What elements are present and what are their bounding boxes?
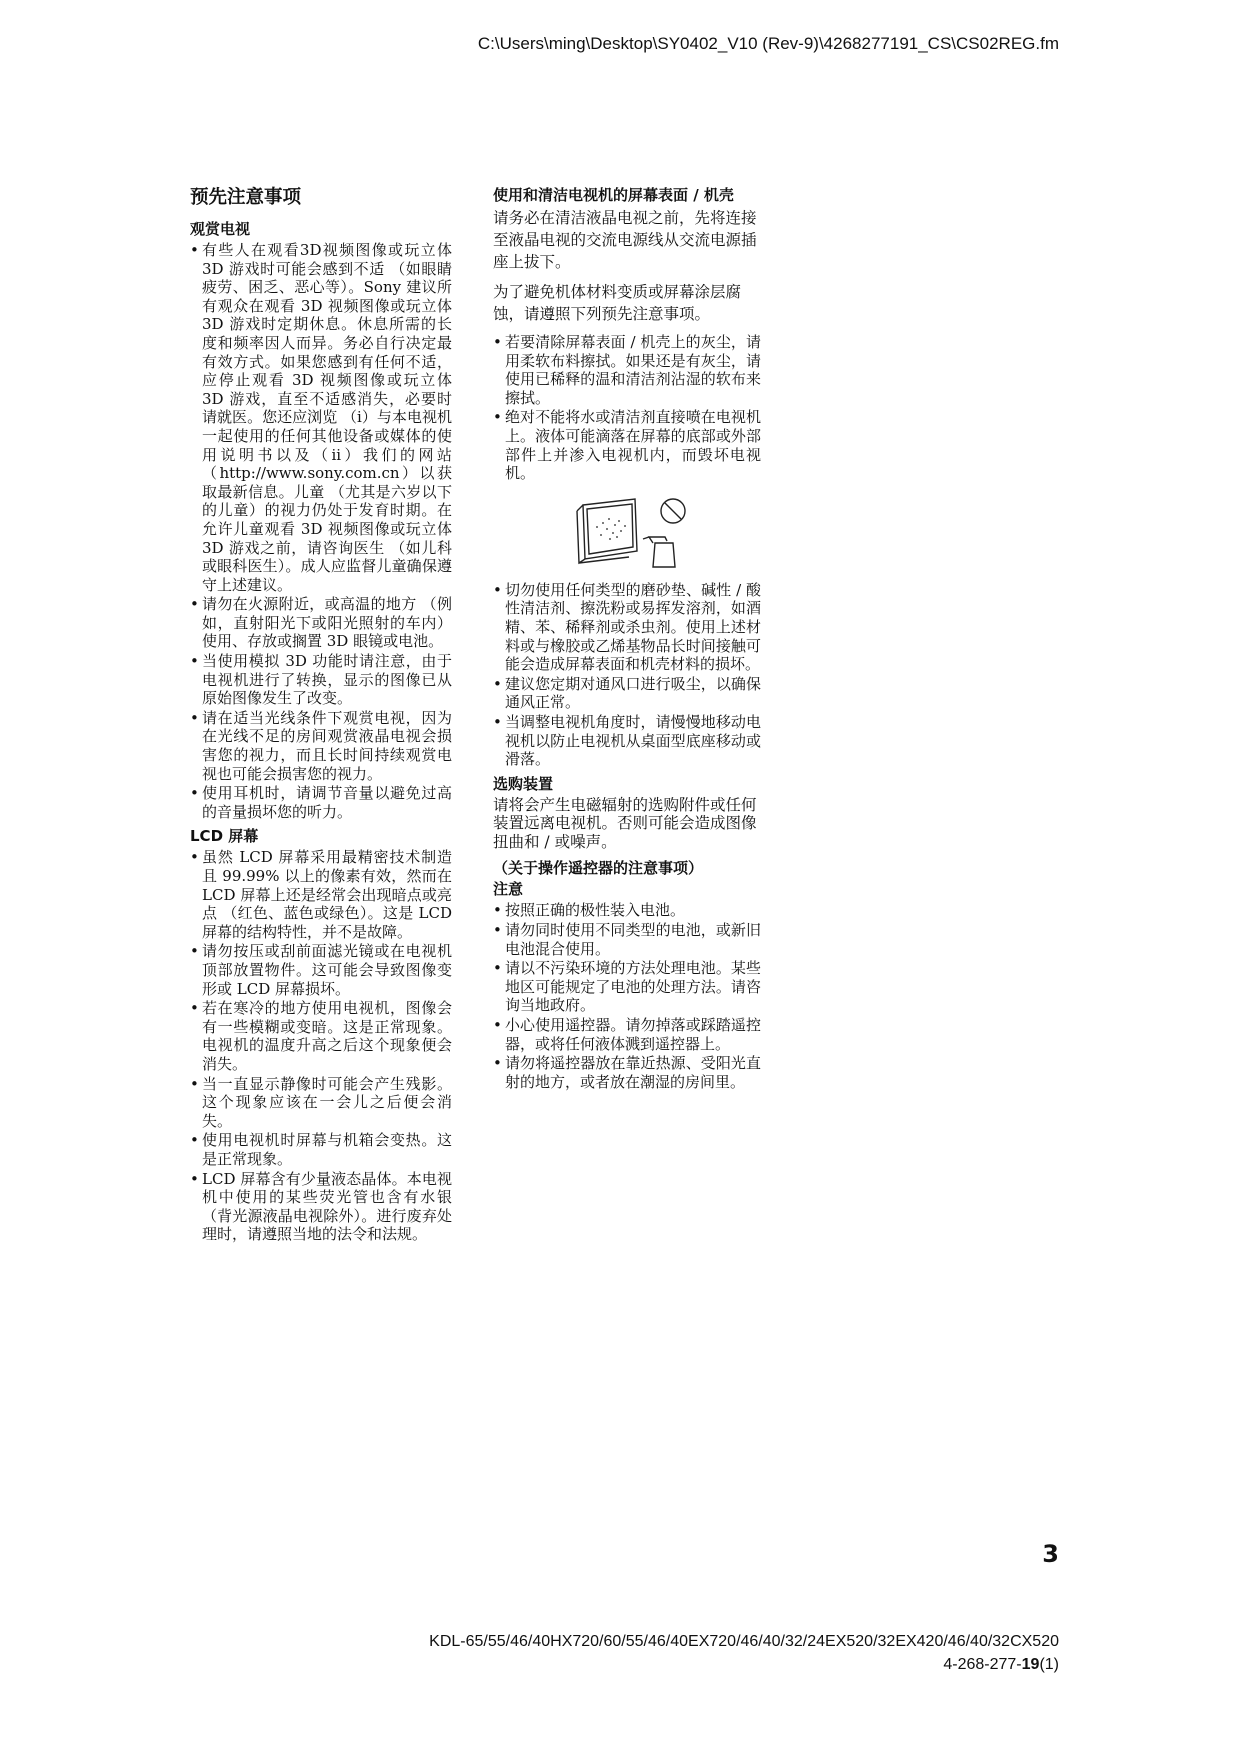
optional-heading: 选购装置 [493, 774, 554, 793]
part-number-prefix: 4-268-277- [943, 1656, 1022, 1673]
remote-heading: （关于操作遥控器的注意事项） [493, 859, 704, 878]
list-item: • 当一直显示静像时可能会产生残影。这个现象应该在一会儿之后便会消失。 [190, 1075, 452, 1131]
right-column [493, 186, 761, 1092]
list-item: • 有些人在观看3D视频图像或玩立体 3D 游戏时可能会感到不适 （如眼睛疲劳、困乏、恶心等）。Sony 建议所有观众在观看 3D 视频图像或玩立体 3D 游戏时定期休息。休息所需的长度和频率因人而异。务必自行决定最有效方式。如果您感到有任何不适，应停止观看 3D 视频图像或玩立体 3D 游戏，直至不适感消失，必要时请就医。您还应浏览 （i）与本电视机一起使用的任何其他设备或媒体的使用说明书以及（ii）我们的网站（http://www.sony.com.cn）以获取最新信息。儿童 （尤其是六岁以下的儿童）的视力仍处于发育时期。在允许儿童观看 3D 视频图像或玩立体 3D 游戏之前，请咨询医生 （如儿科或眼科医生）。成人应监督儿童确保遵守上述建议。 [190, 241, 452, 594]
no-spray-illustration [573, 493, 693, 573]
list-item: • 请勿在火源附近，或高温的地方 （例如，直射阳光下或阳光照射的车内）使用、存放或搁置 3D 眼镜或电池。 [190, 595, 452, 651]
list-item: • 当调整电视机角度时，请慢慢地移动电视机以防止电视机从桌面型底座移动或滑落。 [493, 713, 761, 769]
list-item: • 若在寒冷的地方使用电视机，图像会有一些模糊或变暗。这是正常现象。电视机的温度升高之后这个现象便会消失。 [190, 999, 452, 1073]
page-number: 3 [1042, 1540, 1059, 1568]
remote-subheading: 注意 [493, 880, 524, 899]
list-item: • 虽然 LCD 屏幕采用最精密技术制造且 99.99% 以上的像素有效，然而在 LCD 屏幕上还是经常会出现暗点或亮点 （红色、蓝色或绿色）。这是 LCD 屏幕的结构特性，并不是故障。 [190, 848, 452, 941]
file-path-header: C:\Users\ming\Desktop\SY0402_V10 (Rev-9)\4268277191_CS\CS02REG.fm [477, 34, 1059, 53]
lcd-heading: LCD 屏幕 [190, 827, 259, 846]
list-item: • 小心使用遥控器。请勿掉落或踩踏遥控器，或将任何液体溅到遥控器上。 [493, 1016, 761, 1053]
list-item: • 若要清除屏幕表面 / 机壳上的灰尘，请用柔软布料擦拭。如果还是有灰尘，请使用已稀释的温和清洁剂沾湿的软布来擦拭。 [493, 333, 761, 407]
cleaning-list-b [493, 581, 761, 769]
list-item: • 绝对不能将水或清洁剂直接喷在电视机上。液体可能滴落在屏幕的底部或外部部件上并渗入电视机内，而毁坏电视机。 [493, 408, 761, 482]
list-item: • 请以不污染环境的方法处理电池。某些地区可能规定了电池的处理方法。请咨询当地政府。 [493, 959, 761, 1015]
precautions-title: 预先注意事项 [190, 187, 302, 208]
list-item: • 请在适当光线条件下观赏电视，因为在光线不足的房间观赏液晶电视会损害您的视力，而且长时间持续观赏电视也可能会损害您的视力。 [190, 709, 452, 783]
part-number [943, 1656, 1059, 1674]
viewing-list [190, 241, 452, 821]
list-item: • 请勿按压或刮前面滤光镜或在电视机顶部放置物件。这可能会导致图像变形或 LCD 屏幕损坏。 [190, 942, 452, 998]
remote-list [493, 901, 761, 1091]
list-item: • 当使用模拟 3D 功能时请注意，由于电视机进行了转换，显示的图像已从原始图像发生了改变。 [190, 652, 452, 708]
optional-text: 请将会产生电磁辐射的选购附件或任何装置远离电视机。否则可能会造成图像扭曲和 / 或噪声。 [493, 795, 757, 851]
lcd-list [190, 848, 452, 1243]
list-item: • 切勿使用任何类型的磨砂垫、碱性 / 酸性清洁剂、擦洗粉或易挥发溶剂，如酒精、苯、稀释剂或杀虫剂。使用上述材料或与橡胶或乙烯基物品长时间接触可能会造成屏幕表面和机壳材料的损坏。 [493, 581, 761, 674]
part-number-suffix: (1) [1039, 1656, 1059, 1673]
cleaning-intro: 请务必在清洁液晶电视之前，先将连接至液晶电视的交流电源线从交流电源插座上拔下。 [493, 209, 757, 271]
cleaning-heading: 使用和清洁电视机的屏幕表面 / 机壳 [493, 186, 734, 204]
cleaning-note: 为了避免机体材料变质或屏幕涂层腐蚀，请遵照下列预先注意事项。 [493, 283, 742, 323]
list-item: • 请勿同时使用不同类型的电池，或新旧电池混合使用。 [493, 921, 761, 958]
left-column [190, 186, 452, 1245]
list-item: • 按照正确的极性装入电池。 [493, 901, 761, 920]
list-item: • 请勿将遥控器放在靠近热源、受阳光直射的地方，或者放在潮湿的房间里。 [493, 1054, 761, 1091]
part-number-revision: 19 [1021, 1656, 1040, 1673]
list-item: • 使用耳机时，请调节音量以避免过高的音量损坏您的听力。 [190, 784, 452, 821]
cleaning-list-a [493, 333, 761, 483]
list-item: • 建议您定期对通风口进行吸尘，以确保通风正常。 [493, 675, 761, 712]
list-item: • LCD 屏幕含有少量液态晶体。本电视机中使用的某些荧光管也含有水银 （背光源液晶电视除外）。进行废弃处理时，请遵照当地的法令和法规。 [190, 1170, 452, 1244]
viewing-heading: 观赏电视 [190, 220, 251, 238]
list-item: • 使用电视机时屏幕与机箱会变热。这是正常现象。 [190, 1131, 452, 1168]
model-list: KDL-65/55/46/40HX720/60/55/46/40EX720/46/40/32/24EX520/32EX420/46/40/32CX520 [429, 1633, 1059, 1650]
